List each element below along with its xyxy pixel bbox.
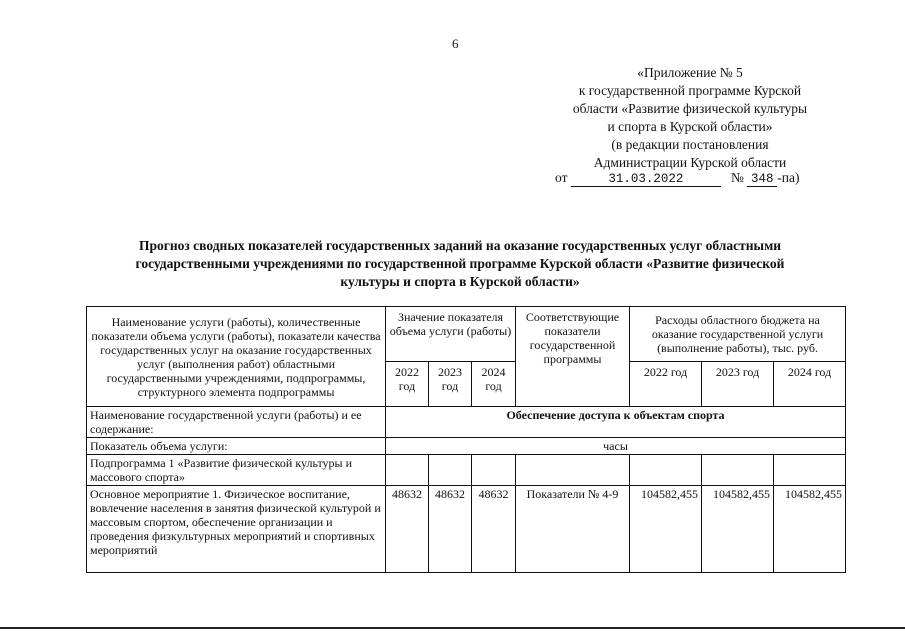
empty-cell — [774, 455, 846, 486]
appendix-line: Администрации Курской области — [593, 155, 787, 170]
document-title — [90, 237, 830, 291]
empty-cell — [472, 455, 516, 486]
table-header-row — [87, 307, 846, 362]
activity-volume: 48632 — [472, 486, 516, 573]
title-line: Прогноз сводных показателей государственных заданий на оказание государственных услуг областными — [138, 238, 782, 253]
table-row — [87, 407, 846, 438]
appendix-line: к государственной программе Курской — [578, 83, 802, 98]
volume-label: Показатель объема услуги: — [87, 438, 386, 455]
activity-volume: 48632 — [429, 486, 472, 573]
header-volume: Значение показателя объема услуги (работы) — [386, 307, 516, 362]
header-year: 2024 год — [472, 362, 516, 407]
number-label: № — [730, 170, 744, 185]
activity-name: Основное мероприятие 1. Физическое воспитание, вовлечение населения в занятия физической культурой и массовым спортом, обеспечение организации и проведения физкультурных мероприятий и спортивных мероприятий — [87, 486, 386, 573]
appendix-line: (в редакции постановления — [611, 137, 769, 152]
header-exp-year: 2023 год — [702, 362, 774, 407]
activity-expense: 104582,455 — [630, 486, 702, 573]
activity-indicators: Показатели № 4-9 — [516, 486, 630, 573]
header-expenses: Расходы областного бюджета на оказание государственной услуги (выполнение работы), тыс. руб. — [630, 307, 846, 362]
header-exp-year: 2022 год — [630, 362, 702, 407]
number-suffix: -па) — [777, 170, 800, 185]
table-row — [87, 486, 846, 573]
header-year: 2023 год — [429, 362, 472, 407]
empty-cell — [702, 455, 774, 486]
title-line: культуры и спорта в Курской области» — [340, 274, 580, 289]
activity-expense: 104582,455 — [774, 486, 846, 573]
table-row — [87, 438, 846, 455]
empty-cell — [630, 455, 702, 486]
from-label: от — [555, 170, 568, 185]
page-number: 6 — [452, 36, 459, 51]
empty-cell — [516, 455, 630, 486]
empty-cell — [429, 455, 472, 486]
scan-edge-line — [0, 627, 905, 629]
appendix-line: и спорта в Курской области» — [607, 119, 773, 134]
appendix-line: области «Развитие физической культуры — [572, 101, 808, 116]
activity-expense: 104582,455 — [702, 486, 774, 573]
header-year: 2022 год — [386, 362, 429, 407]
resolution-date-number — [555, 170, 799, 187]
resolution-date: 31.03.2022 — [571, 172, 721, 187]
header-service-name: Наименование услуги (работы), количественные показатели объема услуги (работы), показатели качества государственных услуг на оказание государственных услуг (выполнения работ) областными государственными учреждениями, подпрограммы, структурного элемента подпрограммы — [87, 307, 386, 407]
forecast-table — [86, 306, 846, 573]
title-line: государственными учреждениями по государственной программе Курской области «Развитие физической — [135, 256, 785, 271]
appendix-header — [540, 64, 840, 172]
service-name-value: Обеспечение доступа к объектам спорта — [386, 407, 846, 438]
resolution-number: 348 — [747, 172, 777, 187]
header-exp-year: 2024 год — [774, 362, 846, 407]
empty-cell — [386, 455, 429, 486]
header-indicators: Соответствующие показатели государственной программы — [516, 307, 630, 407]
subprogram-name: Подпрограмма 1 «Развитие физической культуры и массового спорта» — [87, 455, 386, 486]
service-name-label: Наименование государственной услуги (работы) и ее содержание: — [87, 407, 386, 438]
volume-value: часы — [386, 438, 846, 455]
appendix-line: «Приложение № 5 — [637, 65, 743, 80]
activity-volume: 48632 — [386, 486, 429, 573]
table-row — [87, 455, 846, 486]
